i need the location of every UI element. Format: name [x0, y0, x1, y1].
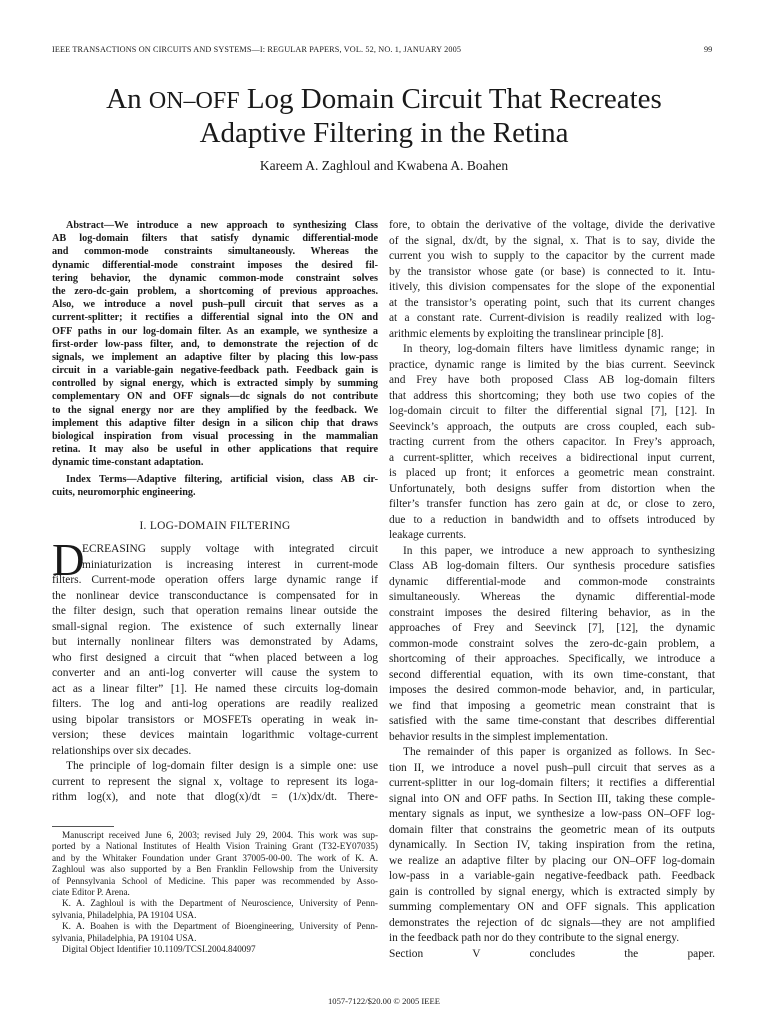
right-body-lines-line: current-splitter in our log-domain filters; it rectifies a differential [389, 777, 715, 789]
right-body-lines-line: is placed up front; it enforces a geometric mean constraint. [389, 467, 715, 479]
right-body-lines-line: satisfied with the same time-constant that describes differential [389, 715, 715, 727]
left-body-lines-line: filters. Current-mode operation offers large dynamic range if [52, 574, 378, 586]
left-body-lines-line: current to represent the signal x, voltage to represent its loga- [52, 775, 378, 788]
right-body-lines-line: approaches of Frey and Seevinck [7], [12], the dynamic [389, 622, 715, 634]
right-body-lines-line: filter’s transfer function has zero gain at dc, or close to zero, [389, 498, 715, 510]
footnote-lines-line: Digital Object Identifier 10.1109/TCSI.2004.840097 [62, 943, 256, 954]
right-body-lines-line: Seevinck’s approach, the outputs are cross coupled, each sub- [389, 420, 715, 433]
left-body-lines-line: act as a linear filter” [1]. He named these circuits log-domain [52, 682, 378, 695]
left-body-lines-line: the nonlinear device transconductance is compensated for in [52, 589, 378, 602]
right-body-lines-line: itively, this division compensates for the slope of the exponential [389, 281, 715, 293]
right-body-lines-line: of the signal, dx/dt, by the signal, x. That is to say, divide the [389, 234, 715, 247]
abstract-lines-line: OFF paths in our log-domain filter. As an example, we synthesize a [52, 325, 378, 337]
footnote-lines-line: Zaghloul was also supported by a Ben Franklin Fellowship from the University [52, 864, 378, 875]
right-body-lines-line: tracting current from the others capacitor. In Frey’s approach, [389, 436, 715, 448]
abstract-lines-line: biological inspiration from visual processing in the mammalian [52, 431, 378, 442]
right-body-lines-line: practice, dynamic range is limited by the bias current. Seevinck [389, 358, 715, 371]
footnote-lines-line: ported by a National Institutes of Health Vision Training Grant (T32-EY07035) [52, 841, 378, 852]
left-body-lines-line: The principle of log-domain filter design is a simple one: use [66, 760, 378, 772]
right-body-lines-line: dynamic differential-mode and common-mode constraints [389, 575, 715, 588]
right-body-lines-line: we realize an adaptive filter by placing our ON–OFF log-domain [389, 854, 715, 867]
right-body-lines-line: second differential equation, with its own time-constant, that [389, 668, 715, 681]
left-body-lines-line: small-signal region. The existence of such externally linear [52, 620, 378, 633]
right-body-lines-line: summing complementary ON and OFF signals. This application [389, 901, 715, 913]
abstract-lines-line: Also, we introduce a novel push–pull circuit that serves as a [52, 299, 378, 311]
abstract-lines-line: retina. It may also be useful in other applications that require [52, 444, 378, 456]
abstract-lines-line: the zero-dc-gain problem, a shortcoming of previous approaches. [52, 285, 378, 297]
abstract-lines-line: circuit in a variable-gain negative-feedback path. Feedback gain is [52, 365, 378, 377]
abstract-lines-line: complementary ON and OFF signals—dc signals do not contribute [52, 391, 378, 403]
abstract-lines-line: dynamic time-constant adaptation. [52, 457, 204, 469]
right-body-lines-line: a current-splitter, which receives a bidirectional input current, [389, 451, 715, 464]
abstract-lines-line: current-splitter; it rectifies a differential signal into the ON and [52, 312, 378, 324]
footnote-lines-line: sylvania, Philadelphia, PA 19104 USA. [52, 932, 197, 943]
title-small-caps: ON–OFF [148, 88, 240, 114]
right-body-lines-line: dynamically. In Section IV, taking inspiration from the retina, [389, 839, 715, 851]
right-body-lines-line: arithmic elements by exploiting the translinear principle [8]. [389, 327, 664, 340]
right-body-lines-line: simultaneously. Whereas the dynamic differential-mode [389, 591, 715, 603]
abstract [52, 219, 378, 470]
left-body-lines-line: who first designed a circuit that “when placed between a log [52, 651, 378, 664]
left-body-lines-line: rithm log(x), and note that dlog(x)/dt = (1/x)dx/dt. There- [52, 791, 378, 803]
right-body-lines-line: signal into ON and OFF paths. In Section III, taking these comple- [389, 792, 715, 805]
footnote-lines-line: sylvania, Philadelphia, PA 19104 USA. [52, 909, 197, 920]
left-body-lines-line: relationships over six decades. [52, 744, 192, 757]
right-body-lines-line: Unfortunately, both designs suffer from distortion when the [389, 482, 715, 495]
index-terms [52, 473, 378, 499]
right-body-lines-line: demonstrates the rejection of dc signals—they are not amplified [389, 916, 715, 929]
right-body-lines-line: shortcoming of their approaches. Specifically, we introduce a [389, 653, 715, 665]
right-body-lines-line: current you wish to supply to the capacitor by the current made [389, 250, 715, 262]
index-terms-lines-line: cuits, neuromorphic engineering. [52, 487, 196, 499]
footnote-rule [52, 826, 114, 827]
right-body-lines-line: fore, to obtain the derivative of the voltage, divide the derivative [389, 219, 715, 231]
section-heading: I. LOG-DOMAIN FILTERING [139, 520, 291, 532]
right-body-lines-line: Section V concludes the paper. [389, 947, 715, 960]
right-body-lines-line: The remainder of this paper is organized as follows. In Sec- [403, 746, 715, 758]
abstract-lines-line: dynamic differential-mode constraint imposes the desired fil- [52, 259, 378, 271]
right-body-lines-line: gain is controlled by signal energy, which is extracted simply by [389, 885, 715, 898]
page-number: 99 [704, 45, 713, 54]
left-body-lines-line: but internally nonlinear filters was demonstrated by Adams, [52, 636, 378, 648]
abstract-lines-line: controlled by signal energy, which is extracted simply by summing [52, 378, 378, 390]
right-body-lines-line: Class AB log-domain filters. Our synthesis procedure satisfies [389, 560, 715, 572]
left-body-lines-line: the filter design, such that operation remains linear outside the [52, 605, 378, 617]
left-body-lines-line: converter and an anti-log converter will cause the system to [52, 667, 378, 679]
abstract-lines-line: first-order low-pass filter, and, to demonstrate the rejection of dc [52, 338, 378, 350]
paper-title-line-2: Adaptive Filtering in the Retina [199, 117, 569, 149]
footnote-lines-line: of Pennsylvania School of Medicine. This paper was recommended by Asso- [52, 875, 378, 886]
right-body-lines-line: we find that imposing a geometric mean constraint that is [389, 699, 715, 712]
right-body-lines-line: at a constant rate. Current-division is readily realized with log- [389, 312, 715, 324]
right-column-body [389, 218, 715, 962]
left-body-lines-line: using bipolar transistors or MOSFETs operating in weak in- [52, 713, 378, 726]
footnote-lines-line: and by the Whitaker Foundation under Grant 37005-00-00. The work of K. A. [52, 852, 378, 863]
right-body-lines-line: in the feedback path nor do they contribute to the signal energy. [389, 932, 680, 944]
footnote-lines-line: ciate Editor P. Arena. [52, 886, 130, 897]
right-body-lines-line: at the transistor’s operating point, such that its current changes [389, 296, 715, 309]
paper-title-line-1: An ON–OFF Log Domain Circuit That Recreates [106, 83, 662, 115]
footnote-lines-line: K. A. Zaghloul is with the Department of Neuroscience, University of Penn- [62, 898, 378, 909]
right-body-lines-line: common-mode constraint solves the zero-dc-gain problem, a [389, 637, 715, 650]
right-body-lines-line: In theory, log-domain filters have limitless dynamic range; in [403, 343, 715, 355]
footnote-lines-line: Manuscript received June 6, 2003; revised July 29, 2004. This work was sup- [62, 830, 378, 840]
right-body-lines-line: domain filter that constrains the geometric mean of its outputs [389, 823, 715, 836]
footnotes [52, 830, 378, 955]
left-body-lines-line: filters. The log and anti-log operations are readily realized [52, 698, 378, 710]
left-body-lines-line: version; these devices maintain logarithmic voltage-current [52, 729, 378, 741]
abstract-lines-line: signals, we implement an adaptive filter by placing this low-pass [52, 351, 378, 363]
abstract-lines-line: Abstract—We introduce a new approach to synthesizing Class [66, 220, 378, 231]
right-body-lines-line: imposes the desired common-mode behavior, and, in particular, [389, 684, 715, 696]
right-body-lines-line: behavior results in the simplest implementation. [389, 730, 608, 743]
abstract-lines-line: tering behavior, the dynamic common-mode constraint solves [52, 272, 378, 284]
right-body-lines-line: that address this shortcoming; they both use two copies of the [389, 389, 715, 402]
left-body-lines-line: ECREASING supply voltage with integrated circuit [82, 543, 378, 555]
left-body-lines-line: miniaturization is increasing interest in current-mode [82, 558, 378, 571]
right-body-lines-line: leakage currents. [389, 529, 467, 541]
right-body-lines-line: due to a reduction in bandwidth and to offsets introduced by [389, 513, 715, 526]
running-header: IEEE TRANSACTIONS ON CIRCUITS AND SYSTEMS—I: REGULAR PAPERS, VOL. 52, NO. 1, JANUARY 2005 [52, 45, 462, 54]
abstract-lines-line: to the signal energy nor are they amplified by the feedback. We [52, 404, 378, 416]
authors: Kareem A. Zaghloul and Kwabena A. Boahen [259, 158, 509, 173]
right-body-lines-line: tion II, we introduce a novel push–pull circuit that serves as a [389, 761, 715, 774]
abstract-lines-line: implement this adaptive filter design in a silicon chip that draws [52, 417, 378, 429]
copyright-footer: 1057-7122/$20.00 © 2005 IEEE [327, 996, 441, 1006]
right-body-lines-line: and Frey have both proposed Class AB log-domain filters [389, 374, 715, 386]
right-body-lines-line: constraint imposes the desired filtering behavior, as in the [389, 606, 715, 619]
right-body-lines-line: by the transistor whose gate (or base) is connected to it. Intu- [389, 265, 715, 278]
abstract-lines-line: AB log-domain filters that satisfy dynamic differential-mode [52, 233, 378, 245]
right-body-lines-line: In this paper, we introduce a new approach to synthesizing [403, 544, 715, 557]
left-column-body [52, 535, 378, 806]
right-body-lines-line: log-domain circuit to filter the differential signal [7], [12]. In [389, 405, 715, 417]
drop-cap: D [52, 535, 85, 585]
abstract-lines-line: and common-mode constraints simultaneously. Whereas the [52, 246, 378, 258]
footnote-lines-line: K. A. Boahen is with the Department of Bioengineering, University of Penn- [62, 921, 378, 932]
index-terms-lines-line: Index Terms—Adaptive filtering, artificial vision, class AB cir- [66, 474, 378, 485]
right-body-lines-line: mentary signals as input, we synthesize a low-pass ON–OFF log- [389, 808, 715, 820]
right-body-lines-line: low-pass in a variable-gain negative-feedback path. Feedback [389, 870, 715, 882]
